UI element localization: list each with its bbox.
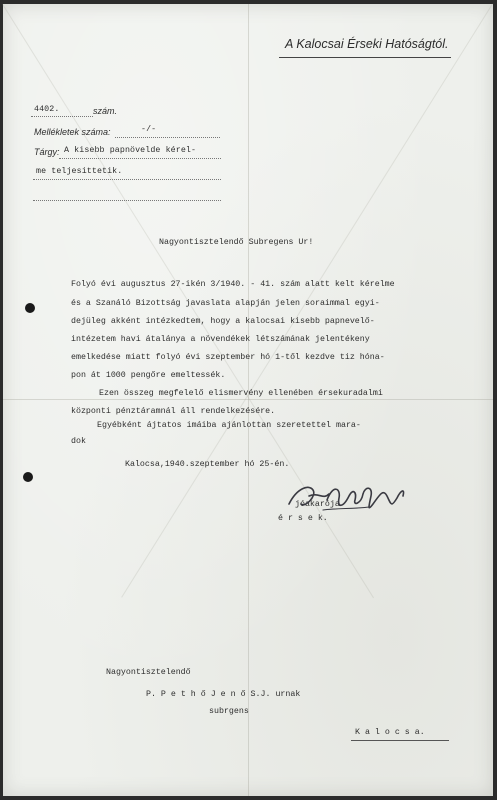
subject-dotted-line-2 — [33, 179, 221, 180]
attachments-value: -/- — [141, 125, 157, 134]
date-line: Kalocsa,1940.szeptember hó 25-én. — [125, 460, 290, 469]
address-line-4: K a l o c s a. — [355, 728, 425, 737]
salutation: Nagyontisztelendő Subregens Ur! — [159, 238, 314, 247]
body-line: pon át 1000 pengőre emeltessék. — [71, 371, 226, 380]
subject-dotted-line-3 — [33, 200, 221, 201]
address-line-2: P. P e t h ő J e n ő S.J. urnak — [146, 690, 301, 699]
body-line: Egyébként ájtatos imáiba ajánlottan szeretettel mara- — [97, 421, 361, 430]
body-line: dejüleg akként intézkedtem, hogy a kalocsai kisebb papnevelő- — [71, 317, 375, 326]
closing-regards: jóakarója — [295, 500, 340, 509]
address-line-1: Nagyontisztelendő — [106, 668, 191, 677]
closing-title: é r s e k. — [278, 514, 328, 523]
subject-line-2: me teljesittetik. — [36, 167, 123, 176]
body-line: Folyó évi augusztus 27-ikén 3/1940. - 41. szám alatt kelt kérelme — [71, 280, 395, 289]
issuer-header: A Kalocsai Érseki Hatóságtól. — [285, 37, 449, 51]
body-line: dok — [71, 437, 86, 446]
subject-line-1: A kisebb papnövelde kérel- — [64, 146, 197, 155]
punch-hole-lower — [23, 472, 33, 482]
subject-dotted-line-1 — [59, 158, 221, 159]
body-line: és a Szanáló Bizottság javaslata alapján jelen soraimmal egyi- — [71, 299, 380, 308]
body-line: Ezen összeg megfelelő elismervény ellenében érsekuradalmi — [99, 389, 383, 398]
handwritten-signature — [283, 474, 413, 518]
punch-hole-upper — [25, 303, 35, 313]
attachments-label: Mellékletek száma: — [34, 127, 111, 137]
address-line-3: subrgens — [209, 707, 249, 716]
number-dotted-line — [31, 116, 93, 117]
subject-label: Tárgy: — [34, 147, 60, 157]
body-line: központi pénztáramnál áll rendelkezésére. — [71, 407, 276, 416]
reference-number: 4402. — [34, 105, 60, 114]
body-line: emelkedése miatt folyó évi szeptember hó 1-től kezdve tiz hóna- — [71, 353, 385, 362]
letter-page — [3, 4, 493, 796]
address-underline — [351, 740, 449, 741]
header-underline — [279, 57, 451, 58]
body-line: intézetem havi átalánya a növendékek létszámának jelentékeny — [71, 335, 370, 344]
attachments-dotted-line — [115, 137, 220, 138]
number-label: szám. — [93, 106, 118, 116]
